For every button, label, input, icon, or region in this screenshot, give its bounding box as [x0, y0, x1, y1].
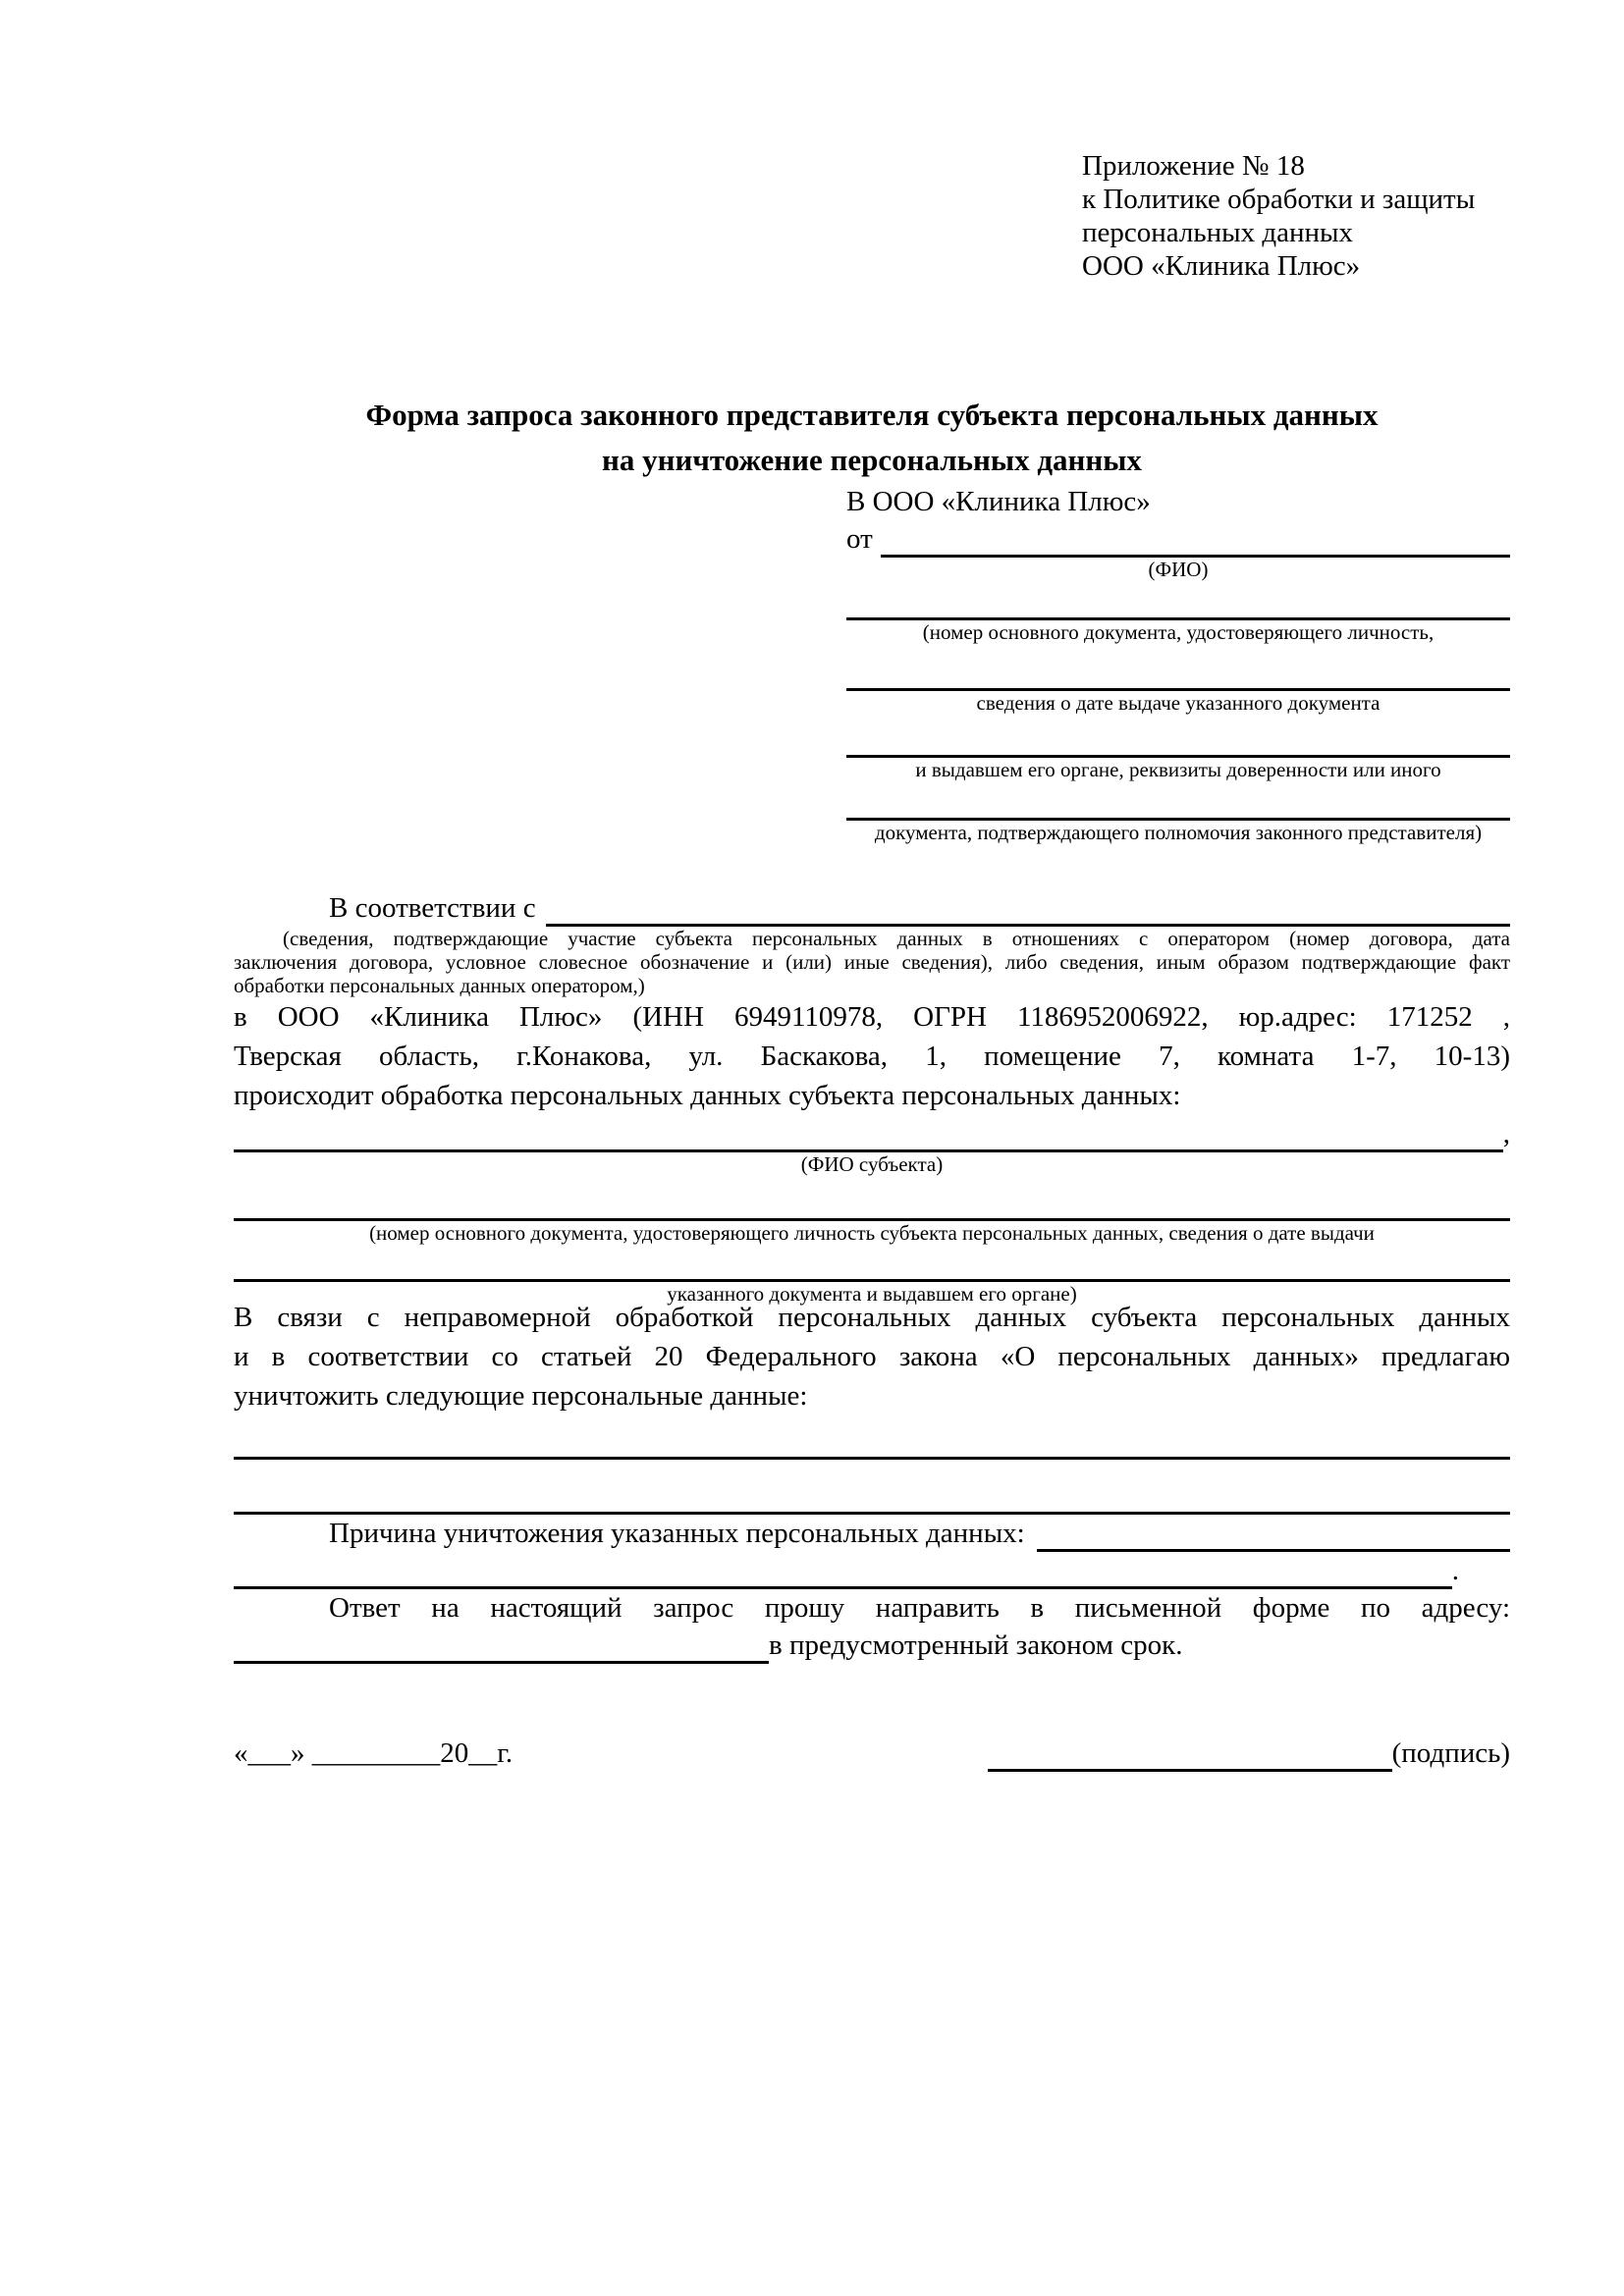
trailing-comma: ,	[1502, 1118, 1510, 1149]
representative-doc-blank-line-2	[846, 644, 1510, 691]
representative-doc-blank-line-3	[846, 715, 1510, 758]
trailing-period: .	[1451, 1555, 1459, 1586]
subject-doc-blank-line-2	[234, 1245, 1510, 1282]
appendix-header-line: к Политике обработки и защиты	[1082, 184, 1476, 215]
signature-blank-line	[988, 1735, 1392, 1772]
representative-fio-blank-line	[881, 520, 1510, 558]
representative-doc-caption-3: и выдавшем его органе, реквизиты доверенности или иного	[915, 758, 1441, 781]
document-content	[234, 0, 1510, 1772]
representative-doc-blank-line-1	[846, 581, 1510, 620]
reason-row	[234, 1515, 1510, 1552]
from-label: от	[846, 523, 873, 555]
representative-doc-caption-1: (номер основного документа, удостоверяющего личность,	[922, 620, 1435, 644]
appendix-header-line: Приложение № 18	[1082, 150, 1305, 182]
demand-paragraph-line: уничтожить следующие персональные данные:	[234, 1380, 808, 1412]
reason-blank-line	[1037, 1515, 1510, 1552]
subject-doc-blank-line-1	[234, 1176, 1510, 1221]
operator-paragraph-line: в ООО «Клиника Плюс» (ИНН 6949110978, ОГРН 1186952006922, юр.адрес: 171252 ,	[234, 1001, 1510, 1033]
form-title-line: на уничтожение персональных данных	[602, 443, 1142, 477]
accordance-row	[234, 889, 1510, 927]
representative-doc-blank-line-4	[846, 781, 1510, 821]
reply-tail: в предусмотренный законом срок.	[769, 1629, 1183, 1661]
addressee-block	[846, 483, 1510, 844]
accordance-label: В соответствии с	[329, 892, 536, 924]
form-title	[234, 393, 1510, 483]
data-to-destroy-blank-line-1	[234, 1415, 1510, 1460]
demand-paragraph-line: и в соответствии со статьей 20 Федерального закона «О персональных данных» предлагаю	[234, 1341, 1510, 1372]
form-title-line: Форма запроса законного представителя субъекта персональных данных	[365, 398, 1379, 432]
from-row	[846, 520, 1510, 558]
appendix-header-line: ООО «Клиника Плюс»	[1082, 250, 1361, 282]
reason-blank-row	[234, 1552, 1510, 1589]
reply-address-row	[234, 1627, 1510, 1664]
reason-label: Причина уничтожения указанных персональных данных:	[329, 1518, 1025, 1549]
accordance-caption-line: заключения договора, условное словесное обозначение и (или) иные сведения), либо сведения, иным образом подтверждающие факт	[234, 950, 1510, 974]
signature-area	[988, 1735, 1510, 1772]
data-to-destroy-blank-line-2	[234, 1460, 1510, 1515]
subject-fio-blank-line	[234, 1115, 1503, 1152]
subject-doc-caption-1: (номер основного документа, удостоверяющего личность субъекта персональных данных, сведения о дате выдачи	[369, 1221, 1375, 1245]
appendix-header-line: персональных данных	[1082, 217, 1354, 248]
signature-caption: (подпись)	[1391, 1737, 1510, 1769]
date-line: «___» _________20__г.	[234, 1737, 514, 1769]
subject-fio-caption: (ФИО субъекта)	[800, 1152, 944, 1176]
operator-paragraph-line: Тверская область, г.Конакова, ул. Баскакова, 1, помещение 7, комната 1-7, 10-13)	[234, 1041, 1510, 1072]
reason-blank-line-2	[234, 1552, 1452, 1589]
accordance-blank-line	[546, 889, 1510, 927]
fio-caption: (ФИО)	[1148, 558, 1209, 581]
appendix-header	[1082, 149, 1510, 283]
accordance-caption-line: (сведения, подтверждающие участие субъекта персональных данных в отношениях с оператором (номер договора, дата	[283, 927, 1510, 950]
operator-paragraph-line: происходит обработка персональных данных субъекта персональных данных:	[234, 1080, 1181, 1111]
accordance-caption-line: обработки персональных данных оператором,)	[234, 974, 645, 997]
subject-fio-row	[234, 1115, 1510, 1152]
representative-doc-caption-4: документа, подтверждающего полномочия законного представителя)	[874, 821, 1483, 844]
reply-address-blank-line	[234, 1627, 769, 1664]
reply-line: Ответ на настоящий запрос прошу направить в письменной форме по адресу:	[329, 1592, 1510, 1624]
subject-doc-caption-2: указанного документа и выдавшем его органе)	[667, 1282, 1077, 1306]
addressee-to: В ООО «Клиника Плюс»	[846, 486, 1151, 517]
demand-paragraph-line: В связи с неправомерной обработкой персональных данных субъекта персональных данных	[234, 1302, 1510, 1333]
footer-row	[234, 1735, 1510, 1772]
representative-doc-caption-2: сведения о дате выдаче указанного документа	[976, 691, 1380, 715]
